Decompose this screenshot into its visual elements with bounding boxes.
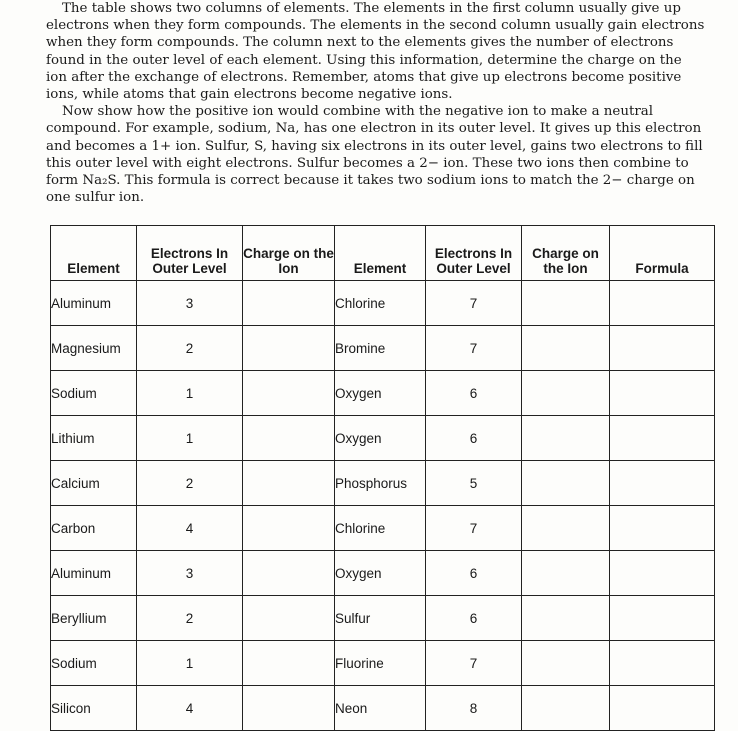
formula-answer-cell[interactable] <box>610 371 715 416</box>
electrons-cell-2: 6 <box>426 371 522 416</box>
electrons-cell-1: 1 <box>137 641 243 686</box>
header-element-2: Element <box>335 226 426 281</box>
charge-answer-cell-1[interactable] <box>243 641 335 686</box>
charge-answer-cell-2[interactable] <box>522 506 610 551</box>
instructions-paragraph-1: The table shows two columns of elements. The elements in the first column usually give up electrons when they form compounds. The elements in the second column usually gain electrons when they form compounds. The column next to the elements gives the number of electrons found in the outer level of each element. Using this information, determine the charge on the ion after the exchange of electrons. Remember, atoms that give up electrons become positive ions, while atoms that gain electrons become negative ions. <box>46 1 705 103</box>
electrons-cell-1: 3 <box>137 281 243 326</box>
electrons-cell-1: 1 <box>137 416 243 461</box>
formula-answer-cell[interactable] <box>610 416 715 461</box>
electrons-cell-2: 6 <box>426 596 522 641</box>
header-charge-1: Charge on the Ion <box>243 226 335 281</box>
electrons-cell-1: 1 <box>137 371 243 416</box>
table-body <box>51 281 715 731</box>
element-cell-2: Chlorine <box>335 506 426 551</box>
element-cell-1: Sodium <box>51 641 137 686</box>
charge-answer-cell-1[interactable] <box>243 596 335 641</box>
charge-answer-cell-1[interactable] <box>243 416 335 461</box>
table-header-row <box>51 226 715 281</box>
charge-answer-cell-1[interactable] <box>243 326 335 371</box>
element-cell-2: Oxygen <box>335 371 426 416</box>
charge-answer-cell-1[interactable] <box>243 506 335 551</box>
formula-answer-cell[interactable] <box>610 506 715 551</box>
table-row <box>51 686 715 731</box>
table-row <box>51 506 715 551</box>
formula-answer-cell[interactable] <box>610 461 715 506</box>
formula-answer-cell[interactable] <box>610 686 715 731</box>
element-cell-1: Aluminum <box>51 281 137 326</box>
header-charge-2: Charge on the Ion <box>522 226 610 281</box>
element-cell-2: Phosphorus <box>335 461 426 506</box>
charge-answer-cell-1[interactable] <box>243 551 335 596</box>
charge-answer-cell-2[interactable] <box>522 416 610 461</box>
table-row <box>51 416 715 461</box>
charge-answer-cell-1[interactable] <box>243 461 335 506</box>
instructions-paragraph-2: Now show how the positive ion would combine with the negative ion to make a neutral compound. For example, sodium, Na, has one electron in its outer level. It gives up this electron and becomes a 1+ ion. Sulfur, S, having six electrons in its outer level, gains two electrons to fill this outer level with eight electrons. Sulfur becomes a 2− ion. These two ions then combine to form Na₂S. This formula is correct because it takes two sodium ions to match the 2− charge on one sulfur ion. <box>46 104 703 206</box>
electrons-cell-2: 6 <box>426 551 522 596</box>
charge-answer-cell-1[interactable] <box>243 371 335 416</box>
charge-answer-cell-2[interactable] <box>522 371 610 416</box>
charge-answer-cell-2[interactable] <box>522 281 610 326</box>
element-cell-1: Silicon <box>51 686 137 731</box>
element-cell-1: Sodium <box>51 371 137 416</box>
electrons-cell-1: 4 <box>137 686 243 731</box>
table-row <box>51 326 715 371</box>
charge-answer-cell-2[interactable] <box>522 641 610 686</box>
table-row <box>51 461 715 506</box>
charge-answer-cell-1[interactable] <box>243 686 335 731</box>
element-cell-2: Neon <box>335 686 426 731</box>
electrons-cell-1: 2 <box>137 596 243 641</box>
electrons-cell-2: 7 <box>426 506 522 551</box>
element-cell-2: Oxygen <box>335 416 426 461</box>
formula-answer-cell[interactable] <box>610 641 715 686</box>
charge-answer-cell-1[interactable] <box>243 281 335 326</box>
table-row <box>51 551 715 596</box>
electrons-cell-1: 3 <box>137 551 243 596</box>
electrons-cell-2: 7 <box>426 641 522 686</box>
element-cell-2: Fluorine <box>335 641 426 686</box>
table-row <box>51 641 715 686</box>
formula-answer-cell[interactable] <box>610 596 715 641</box>
element-cell-1: Lithium <box>51 416 137 461</box>
element-table <box>50 225 715 731</box>
header-formula: Formula <box>610 226 715 281</box>
charge-answer-cell-2[interactable] <box>522 461 610 506</box>
electrons-cell-2: 8 <box>426 686 522 731</box>
element-cell-1: Beryllium <box>51 596 137 641</box>
electrons-cell-1: 2 <box>137 326 243 371</box>
element-cell-2: Sulfur <box>335 596 426 641</box>
element-cell-1: Magnesium <box>51 326 137 371</box>
charge-answer-cell-2[interactable] <box>522 596 610 641</box>
charge-answer-cell-2[interactable] <box>522 686 610 731</box>
electrons-cell-2: 5 <box>426 461 522 506</box>
element-cell-1: Carbon <box>51 506 137 551</box>
charge-answer-cell-2[interactable] <box>522 551 610 596</box>
element-cell-1: Calcium <box>51 461 137 506</box>
table-row <box>51 371 715 416</box>
table-row <box>51 281 715 326</box>
element-cell-2: Oxygen <box>335 551 426 596</box>
header-electrons-1: Electrons In Outer Level <box>137 226 243 281</box>
charge-answer-cell-2[interactable] <box>522 326 610 371</box>
header-element-1: Element <box>51 226 137 281</box>
electrons-cell-1: 2 <box>137 461 243 506</box>
electrons-cell-2: 7 <box>426 281 522 326</box>
electrons-cell-2: 6 <box>426 416 522 461</box>
table-row <box>51 596 715 641</box>
instructions <box>46 0 706 206</box>
element-cell-1: Aluminum <box>51 551 137 596</box>
element-cell-2: Chlorine <box>335 281 426 326</box>
header-electrons-2: Electrons In Outer Level <box>426 226 522 281</box>
element-cell-2: Bromine <box>335 326 426 371</box>
formula-answer-cell[interactable] <box>610 281 715 326</box>
formula-answer-cell[interactable] <box>610 551 715 596</box>
formula-answer-cell[interactable] <box>610 326 715 371</box>
electrons-cell-2: 7 <box>426 326 522 371</box>
electrons-cell-1: 4 <box>137 506 243 551</box>
